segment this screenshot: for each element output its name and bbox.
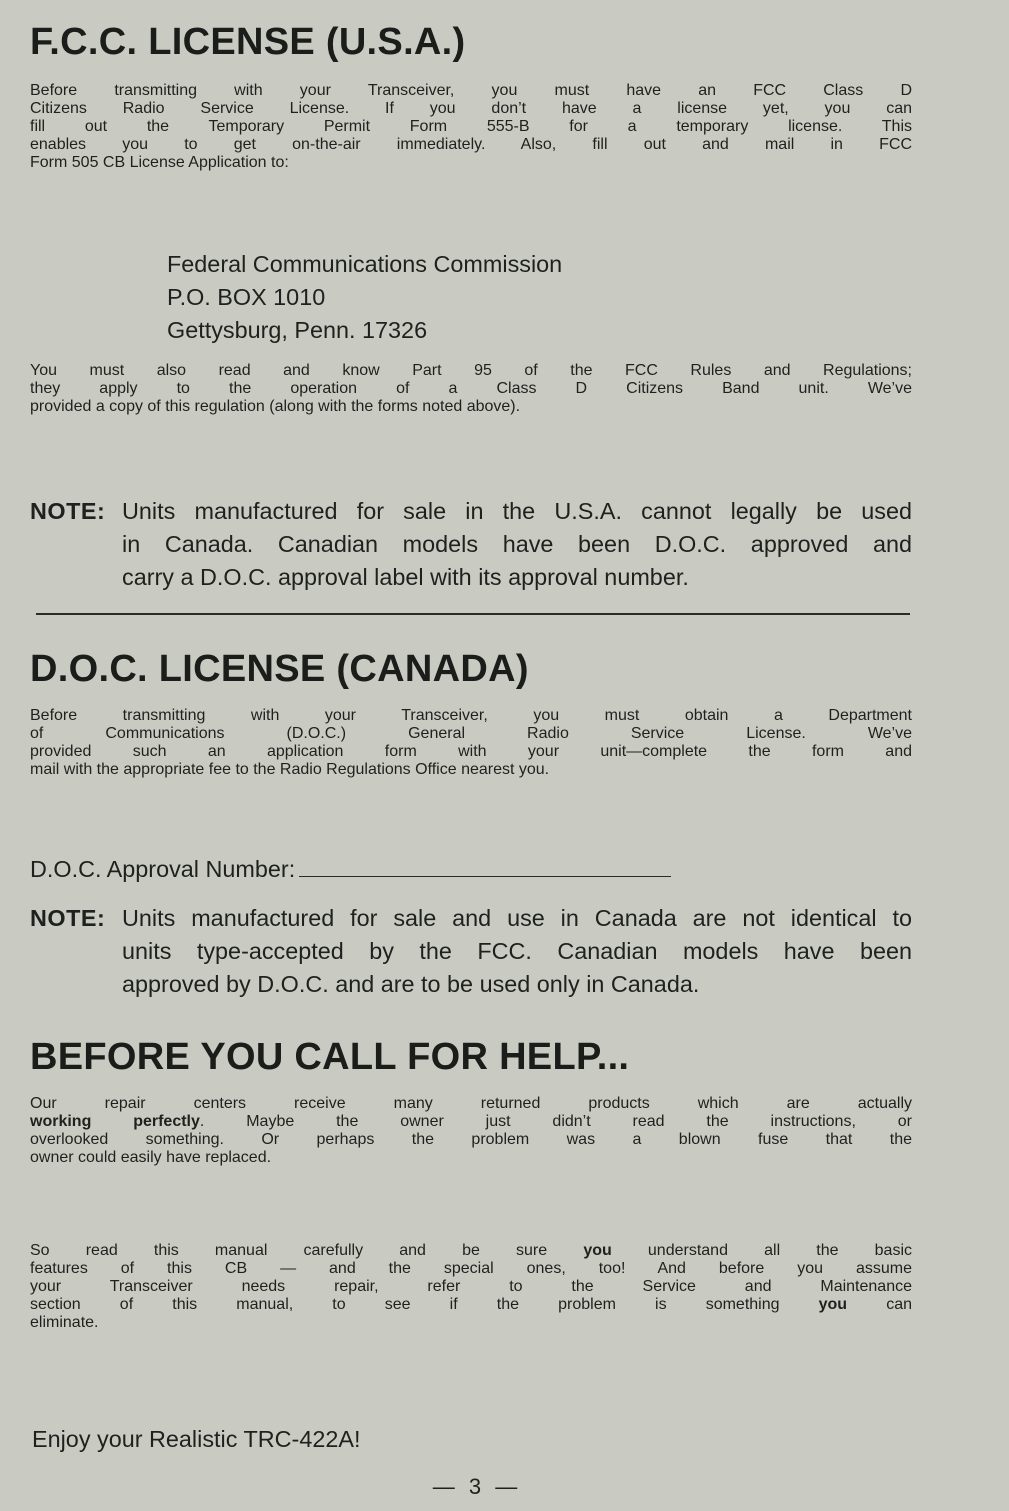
doc-note <box>30 902 912 1002</box>
emphasis: working perfectly <box>30 1113 200 1130</box>
text-line: provided such an application form with your unit—complete the form and <box>30 743 912 760</box>
text-line: Citizens Radio Service License. If you don’t have a license yet, you can <box>30 100 912 117</box>
doc-approval-number <box>30 853 671 886</box>
emphasis: you <box>583 1242 612 1259</box>
section-divider <box>36 613 910 615</box>
text-line: mail with the appropriate fee to the Radio Regulations Office nearest you. <box>30 761 550 778</box>
text-line: Before transmitting with your Transceiver, you must obtain a Department <box>30 707 912 724</box>
help-paragraph-2 <box>30 1242 912 1332</box>
text-line: Before transmitting with your Transceiver, you must have an FCC Class D <box>30 82 912 99</box>
text-run: So read this manual carefully and be sure <box>30 1242 584 1259</box>
address-line: P.O. BOX 1010 <box>167 284 326 311</box>
text-line: they apply to the operation of a Class D Citizens Band unit. We’ve <box>30 380 912 397</box>
fcc-note <box>30 495 912 595</box>
text-line: Units manufactured for sale in the U.S.A. cannot legally be used <box>122 498 912 524</box>
text-line: features of this CB — and the special ones, too! And before you assume <box>30 1260 912 1277</box>
help-heading: BEFORE YOU CALL FOR HELP... <box>30 1036 630 1078</box>
approval-blank-line <box>299 854 671 877</box>
text-line: approved by D.O.C. and are to be used only in Canada. <box>122 971 700 998</box>
page-number: — 3 — <box>432 1474 522 1499</box>
doc-heading: D.O.C. LICENSE (CANADA) <box>30 648 529 690</box>
fcc-heading: F.C.C. LICENSE (U.S.A.) <box>30 21 466 63</box>
address-line: Federal Communications Commission <box>167 251 563 277</box>
text-line: of Communications (D.O.C.) General Radio Service License. We’ve <box>30 725 912 742</box>
note-body <box>122 902 912 1002</box>
help-paragraph-1 <box>30 1095 912 1167</box>
text-line: carry a D.O.C. approval label with its approval number. <box>122 564 689 591</box>
text-line: in Canada. Canadian models have been D.O.C. approved and <box>122 531 912 558</box>
text-line: Our repair centers receive many returned products which are actually <box>30 1095 912 1112</box>
emphasis: you <box>818 1296 848 1313</box>
text-line <box>30 1296 912 1314</box>
text-run: can <box>847 1296 912 1313</box>
text-run: understand all the basic <box>611 1242 912 1259</box>
closing-line: Enjoy your Realistic TRC-422A! <box>32 1426 361 1452</box>
doc-paragraph <box>30 707 912 779</box>
text-line: units type-accepted by the FCC. Canadian models have been <box>122 938 912 965</box>
text-line: eliminate. <box>30 1314 99 1331</box>
text-run: section of this manual, to see if the problem is something <box>30 1296 819 1313</box>
note-body <box>122 495 912 595</box>
text-line <box>30 1242 912 1260</box>
text-line: Form 505 CB License Application to: <box>30 154 289 171</box>
approval-label: D.O.C. Approval Number: <box>30 856 296 882</box>
text-line <box>30 1113 912 1131</box>
text-line: owner could easily have replaced. <box>30 1149 272 1166</box>
address-line: Gettysburg, Penn. 17326 <box>167 317 428 344</box>
text-line: your Transceiver needs repair, refer to the Service and Maintenance <box>30 1278 912 1295</box>
text-run: . Maybe the owner just didn’t read the instructions, or <box>199 1113 912 1130</box>
text-line: enables you to get on-the-air immediately. Also, fill out and mail in FCC <box>30 136 912 153</box>
note-label: NOTE: <box>30 905 106 931</box>
text-line: Units manufactured for sale and use in Canada are not identical to <box>122 905 912 931</box>
text-line: You must also read and know Part 95 of the FCC Rules and Regulations; <box>30 362 912 379</box>
fcc-rules-paragraph <box>30 362 912 416</box>
text-line: overlooked something. Or perhaps the problem was a blown fuse that the <box>30 1131 912 1148</box>
note-label: NOTE: <box>30 498 106 524</box>
text-line: provided a copy of this regulation (along with the forms noted above). <box>30 398 521 415</box>
fcc-paragraph <box>30 82 912 172</box>
text-line: fill out the Temporary Permit Form 555-B for a temporary license. This <box>30 118 912 135</box>
fcc-address <box>30 248 562 348</box>
